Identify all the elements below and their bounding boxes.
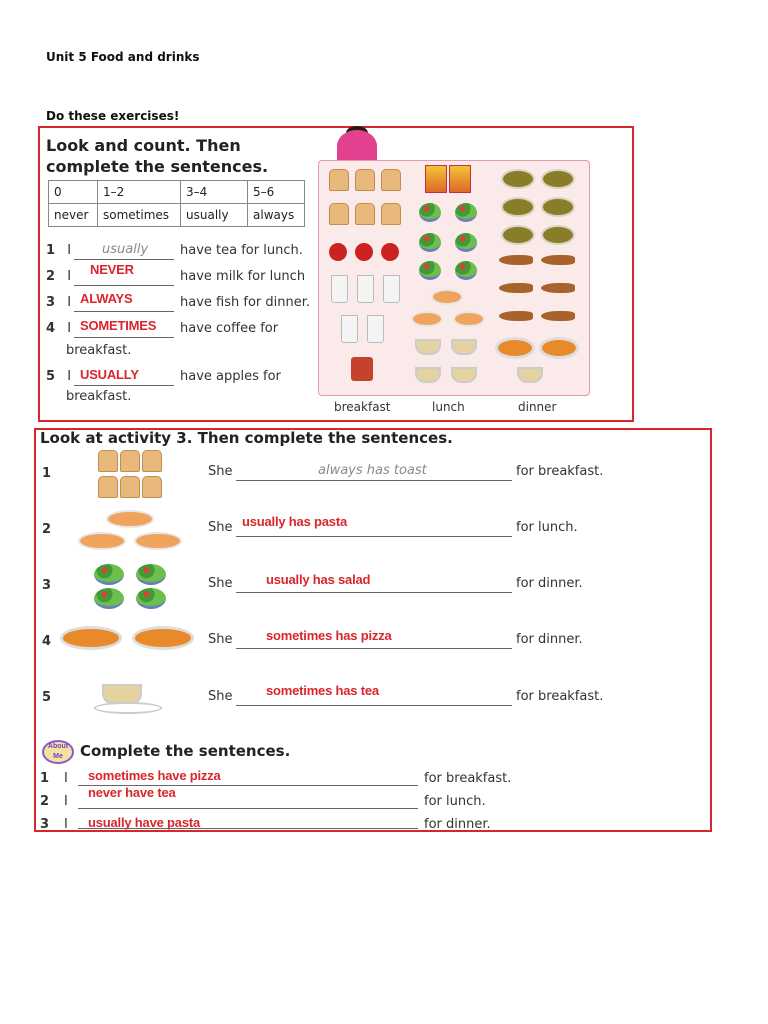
milk-glass-icon (357, 275, 374, 303)
toast-icon (381, 203, 401, 225)
toast-icon (381, 169, 401, 191)
row-tail: for dinner. (424, 817, 491, 832)
word-cell: usually (181, 204, 248, 227)
fish-icon (499, 283, 533, 293)
document-title: Unit 5 Food and drinks (46, 50, 200, 64)
soup-icon (501, 197, 535, 217)
coffee-mug-icon (351, 357, 373, 381)
salad-icon (455, 261, 477, 280)
soup-icon (501, 225, 535, 245)
handwritten-answer: sometimes has tea (266, 683, 379, 698)
salad-icon (455, 203, 477, 222)
range-cell: 5–6 (248, 181, 305, 204)
word-cell: sometimes (98, 204, 181, 227)
toast-icon (329, 203, 349, 225)
row-subject: She (208, 632, 233, 647)
row-tail: for dinner. (516, 632, 583, 647)
answer-line[interactable] (74, 311, 174, 312)
row-tail: for breakfast. (516, 689, 604, 704)
sentence-number: 1 (46, 243, 56, 258)
tea-cup-icon (451, 339, 477, 355)
row-subject: She (208, 576, 233, 591)
sentence-rest: have apples for (180, 369, 281, 384)
sentence-pronoun: I (67, 321, 72, 336)
row-subject: I (64, 771, 68, 786)
tea-cup-icon (415, 367, 441, 383)
row-tail: for breakfast. (424, 771, 512, 786)
sentence-rest: have tea for lunch. (180, 243, 303, 258)
handwritten-answer: never have tea (88, 785, 176, 800)
sentence-number: 5 (46, 369, 56, 384)
column-label-breakfast: breakfast (334, 400, 391, 414)
column-label-lunch: lunch (432, 400, 465, 414)
pasta-icon (78, 532, 126, 550)
sentence-pronoun: I (67, 295, 72, 310)
milk-glass-icon (383, 275, 400, 303)
saucer-icon (94, 702, 162, 714)
milk-glass-icon (331, 275, 348, 303)
fish-icon (499, 311, 533, 321)
toast-icon (98, 476, 118, 498)
pizza-icon (495, 337, 535, 359)
sentence-row (46, 369, 71, 384)
answer-line[interactable] (236, 536, 512, 537)
row-subject: I (64, 794, 68, 809)
sentence-row (46, 243, 71, 258)
sentence-rest: have fish for dinner. (180, 295, 310, 310)
activity-3-panel (38, 126, 634, 422)
row-subject: She (208, 464, 233, 479)
tea-cup-icon (415, 339, 441, 355)
answer-line[interactable] (74, 285, 174, 286)
row-tail: for breakfast. (516, 464, 604, 479)
answer-line[interactable] (74, 337, 174, 338)
handwritten-answer: usually has salad (266, 572, 371, 587)
column-label-dinner: dinner (518, 400, 557, 414)
range-cell: 3–4 (181, 181, 248, 204)
example-answer: always has toast (318, 463, 427, 478)
pasta-icon (431, 289, 463, 305)
fish-icon (541, 283, 575, 293)
sentence-number: 3 (46, 295, 56, 310)
sentence-rest: have milk for lunch (180, 269, 306, 284)
food-picture-frame (318, 160, 590, 396)
toast-icon (329, 169, 349, 191)
sentence-row (46, 321, 71, 336)
soup-icon (541, 169, 575, 189)
handwritten-answer: usually has pasta (242, 514, 347, 529)
fish-icon (541, 311, 575, 321)
row-number: 2 (40, 794, 50, 809)
handwritten-answer: sometimes have pizza (88, 768, 221, 783)
salad-icon (94, 588, 124, 609)
girl-illustration (337, 130, 377, 162)
pizza-icon (539, 337, 579, 359)
sentence-pronoun: I (67, 369, 72, 384)
answer-line[interactable] (236, 648, 512, 649)
toast-icon (120, 450, 140, 472)
salad-icon (419, 233, 441, 252)
frequency-table (48, 180, 305, 227)
toast-icon (98, 450, 118, 472)
row-number: 2 (42, 522, 52, 537)
document-instruction: Do these exercises! (46, 109, 180, 123)
salad-icon (419, 261, 441, 280)
handwritten-answer: USUALLY (80, 367, 139, 382)
sentence-pronoun: I (67, 243, 72, 258)
answer-line[interactable] (236, 592, 512, 593)
milk-glass-icon (341, 315, 358, 343)
handwritten-answer: usually have pasta (88, 815, 201, 830)
crisps-icon (449, 165, 471, 193)
row-subject: She (208, 520, 233, 535)
activity-3-heading-line1: Look and count. Then (46, 136, 241, 155)
milk-glass-icon (367, 315, 384, 343)
row-number: 3 (40, 817, 50, 832)
activity-3-heading-line2: complete the sentences. (46, 157, 269, 176)
row-number: 3 (42, 578, 52, 593)
salad-icon (419, 203, 441, 222)
about-me-badge: About Me (42, 740, 74, 764)
fish-icon (499, 255, 533, 265)
word-cell: never (49, 204, 98, 227)
toast-icon (142, 476, 162, 498)
pasta-icon (453, 311, 485, 327)
pizza-icon (132, 626, 194, 650)
pizza-icon (60, 626, 122, 650)
salad-icon (136, 564, 166, 585)
apple-icon (355, 243, 373, 261)
handwritten-answer: ALWAYS (80, 291, 133, 306)
row-number: 1 (40, 771, 50, 786)
row-tail: for dinner. (516, 576, 583, 591)
apple-icon (381, 243, 399, 261)
row-tail: for lunch. (516, 520, 578, 535)
crisps-icon (425, 165, 447, 193)
tea-cup-icon (102, 684, 142, 704)
row-tail: for lunch. (424, 794, 486, 809)
sentence-number: 4 (46, 321, 56, 336)
handwritten-answer: sometimes has pizza (266, 628, 392, 643)
pasta-icon (411, 311, 443, 327)
answer-line[interactable] (74, 259, 174, 260)
range-cell: 1–2 (98, 181, 181, 204)
range-cell: 0 (49, 181, 98, 204)
soup-icon (501, 169, 535, 189)
sentence-number: 2 (46, 269, 56, 284)
tea-cup-icon (517, 367, 543, 383)
toast-icon (120, 476, 140, 498)
answer-line[interactable] (74, 385, 174, 386)
example-answer: usually (102, 242, 149, 257)
toast-icon (355, 169, 375, 191)
answer-line[interactable] (236, 480, 512, 481)
sentence-row (46, 295, 71, 310)
handwritten-answer: SOMETIMES (80, 318, 157, 333)
row-subject: She (208, 689, 233, 704)
word-cell: always (248, 204, 305, 227)
row-number: 1 (42, 466, 52, 481)
sentence-row (46, 269, 71, 284)
pasta-icon (134, 532, 182, 550)
frequency-word-row (49, 204, 305, 227)
activity-4-heading: Look at activity 3. Then complete the sentences. (40, 429, 453, 447)
sentence-continuation: breakfast. (66, 343, 132, 358)
salad-icon (94, 564, 124, 585)
salad-icon (455, 233, 477, 252)
answer-line[interactable] (236, 705, 512, 706)
tea-cup-icon (451, 367, 477, 383)
handwritten-answer: NEVER (90, 262, 134, 277)
apple-icon (329, 243, 347, 261)
pasta-icon (106, 510, 154, 528)
soup-icon (541, 225, 575, 245)
answer-line[interactable] (78, 808, 418, 809)
sentence-rest: have coffee for (180, 321, 279, 336)
row-number: 5 (42, 690, 52, 705)
row-subject: I (64, 817, 68, 832)
activity-4-panel (34, 428, 712, 832)
sentence-continuation: breakfast. (66, 389, 132, 404)
sentence-pronoun: I (67, 269, 72, 284)
toast-icon (142, 450, 162, 472)
salad-icon (136, 588, 166, 609)
soup-icon (541, 197, 575, 217)
fish-icon (541, 255, 575, 265)
activity-3-heading (46, 135, 268, 177)
toast-icon (355, 203, 375, 225)
frequency-range-row (49, 181, 305, 204)
activity-5-heading: Complete the sentences. (80, 742, 291, 760)
row-number: 4 (42, 634, 52, 649)
